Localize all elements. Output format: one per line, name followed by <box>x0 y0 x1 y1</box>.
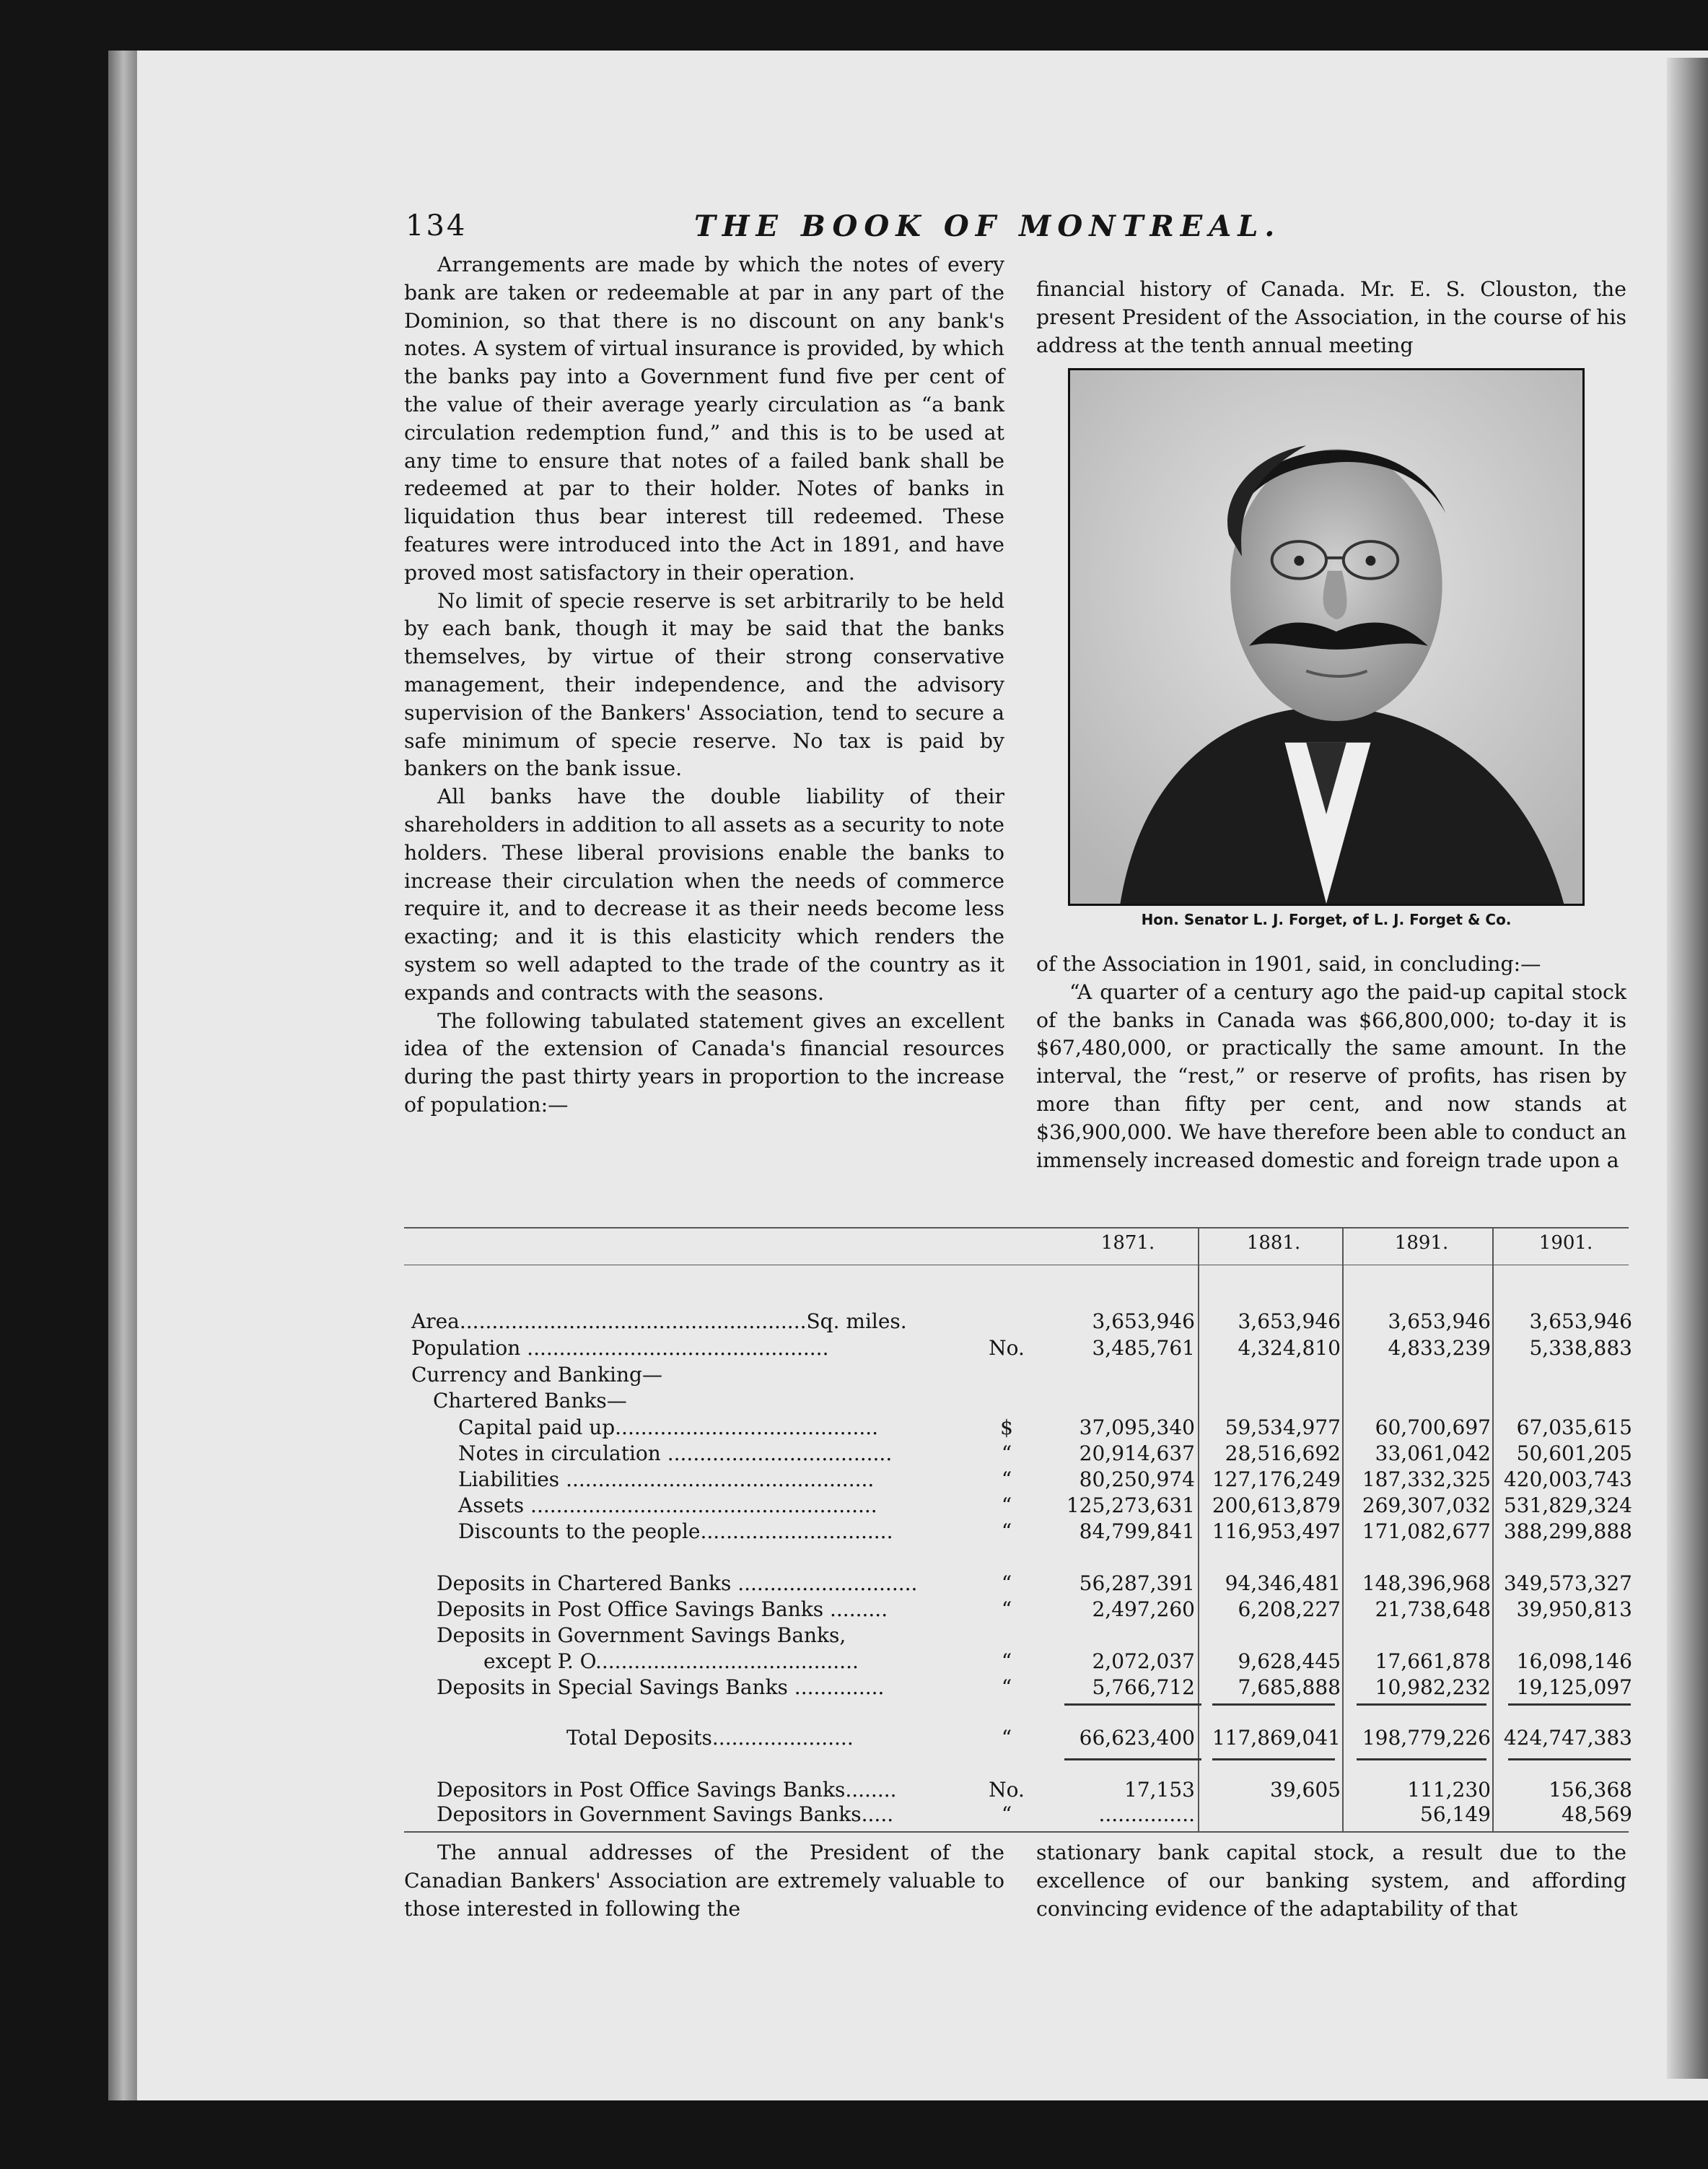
paragraph: No limit of specie reserve is set arbitrarily to be held by each bank, though it may be said that the banks themselves, by virtue of their strong conservative management, their independence, and the advisory supervision of the Bankers' Association, tend to secure a safe minimum of specie reserve. No tax is paid by bankers on the bank issue. <box>404 588 1004 781</box>
row-label: Total Deposits...................... <box>566 1726 854 1750</box>
row-label: Currency and Banking— <box>411 1363 662 1387</box>
cell: 349,573,327 <box>1503 1571 1632 1595</box>
cell: 3,653,946 <box>1092 1309 1195 1333</box>
unit: “ <box>1001 1597 1012 1621</box>
cell: 56,287,391 <box>1079 1571 1195 1595</box>
row-label: except P. O......................................... <box>483 1649 859 1673</box>
cell: 9,628,445 <box>1238 1649 1341 1673</box>
table-row <box>411 1623 1631 1648</box>
row-label: Area......................................................Sq. miles. <box>411 1309 907 1333</box>
cell: 420,003,743 <box>1503 1467 1632 1491</box>
paragraph: The following tabulated statement gives an excellent idea of the extension of Canada's financial resources during the past thirty years in proportion to the increase of population:— <box>404 1008 1004 1117</box>
table-row <box>411 1675 1631 1700</box>
cell: 198,779,226 <box>1362 1726 1491 1750</box>
cell: 200,613,879 <box>1212 1493 1341 1517</box>
year-header: 1881. <box>1246 1232 1301 1254</box>
cell: 6,208,227 <box>1238 1597 1341 1621</box>
row-label: Depositors in Post Office Savings Banks........ <box>437 1778 897 1802</box>
cell: 50,601,205 <box>1516 1441 1632 1465</box>
cell: 48,569 <box>1562 1802 1632 1826</box>
table-bottom-rule <box>404 1831 1629 1833</box>
page-edge <box>1667 58 1708 2079</box>
row-label: Depositors in Government Savings Banks..... <box>437 1802 894 1826</box>
page-header <box>406 209 1632 245</box>
sum-rule <box>1508 1703 1631 1706</box>
cell: 388,299,888 <box>1503 1519 1632 1543</box>
cell: 66,623,400 <box>1079 1726 1195 1750</box>
table-row <box>411 1597 1631 1622</box>
cell: 4,833,239 <box>1388 1336 1491 1360</box>
unit: No. <box>989 1336 1025 1360</box>
cell: 80,250,974 <box>1079 1467 1195 1491</box>
cell: 2,072,037 <box>1092 1649 1195 1673</box>
cell: 28,516,692 <box>1225 1441 1341 1465</box>
unit: “ <box>1001 1571 1012 1595</box>
portrait-illustration <box>1070 370 1582 904</box>
cell: 17,661,878 <box>1375 1649 1491 1673</box>
unit: “ <box>1001 1441 1012 1465</box>
row-label: Deposits in Government Savings Banks, <box>437 1623 846 1647</box>
cell: 16,098,146 <box>1516 1649 1632 1673</box>
unit: “ <box>1001 1726 1012 1750</box>
cell: 127,176,249 <box>1212 1467 1341 1491</box>
year-header: 1891. <box>1394 1232 1449 1254</box>
sum-rule <box>1357 1758 1486 1760</box>
portrait-caption: Hon. Senator L. J. Forget, of L. J. Forget & Co. <box>1141 911 1512 928</box>
sum-rule <box>1064 1703 1201 1706</box>
cell: 3,653,946 <box>1238 1309 1341 1333</box>
bottom-left-column <box>404 1839 1004 1923</box>
cell: 187,332,325 <box>1362 1467 1491 1491</box>
row-label: Population ............................................... <box>411 1336 829 1360</box>
cell: 39,605 <box>1270 1778 1341 1802</box>
year-header: 1901. <box>1538 1232 1593 1254</box>
cell: 39,950,813 <box>1516 1597 1632 1621</box>
sum-rule <box>1357 1703 1486 1706</box>
cell: 7,685,888 <box>1238 1675 1341 1699</box>
page-number: 134 <box>406 209 468 243</box>
sum-rule <box>1064 1758 1201 1760</box>
cell: 2,497,260 <box>1092 1597 1195 1621</box>
cell: 60,700,697 <box>1375 1415 1491 1439</box>
paragraph: Arrangements are made by which the notes of every bank are taken or redeemable at par in any part of the Dominion, so that there is no discount on any bank's notes. A system of virtual insurance is provided, by which the banks pay into a Government fund five per cent of the value of their average yearly circulation as “a bank circulation redemption fund,” and this is to be used at any time to ensure that notes of a failed bank shall be redeemed at par to their holder. Notes of banks in liquidation thus bear interest till redeemed. These features were introduced into the Act in 1891, and have proved most satisfactory in their operation. <box>404 253 1004 585</box>
row-label: Assets ...................................................... <box>458 1493 877 1517</box>
cell: 17,153 <box>1124 1778 1195 1802</box>
cell: 37,095,340 <box>1079 1415 1195 1439</box>
cell: 84,799,841 <box>1079 1519 1195 1543</box>
year-header: 1871. <box>1100 1232 1155 1254</box>
cell: 111,230 <box>1407 1778 1491 1802</box>
row-label: Deposits in Special Savings Banks .............. <box>437 1675 885 1699</box>
row-label: Notes in circulation ................................... <box>458 1441 893 1465</box>
sum-rule <box>1212 1758 1335 1760</box>
table-row <box>411 1389 1631 1413</box>
paragraph: of the Association in 1901, said, in concluding:— <box>1036 952 1541 976</box>
paragraph: financial history of Canada. Mr. E. S. Clouston, the present President of the Association, in the course of his address at the tenth annual meeting <box>1036 277 1626 357</box>
row-label: Capital paid up......................................... <box>458 1415 879 1439</box>
unit: “ <box>1001 1519 1012 1543</box>
row-label: Chartered Banks— <box>433 1389 627 1413</box>
table-row <box>411 1649 1631 1674</box>
cell: 3,485,761 <box>1092 1336 1195 1360</box>
table-top-rule <box>404 1227 1629 1228</box>
row-label: Liabilities ................................................ <box>458 1467 875 1491</box>
cell: 67,035,615 <box>1516 1415 1632 1439</box>
row-label: Deposits in Chartered Banks ............................ <box>437 1571 918 1595</box>
table-row <box>411 1778 1631 1802</box>
cell: 21,738,648 <box>1375 1597 1491 1621</box>
unit: “ <box>1001 1467 1012 1491</box>
cell: 269,307,032 <box>1362 1493 1491 1517</box>
bottom-right-column <box>1036 1839 1626 1923</box>
cell: 33,061,042 <box>1375 1441 1491 1465</box>
left-column <box>404 251 1004 1120</box>
running-title: THE BOOK OF MONTREAL. <box>694 209 1282 243</box>
cell: 59,534,977 <box>1225 1415 1341 1439</box>
table-row <box>411 1441 1631 1466</box>
sum-rule <box>1212 1703 1335 1706</box>
paragraph: The annual addresses of the President of the Canadian Bankers' Association are extremely valuable to those interested in following the <box>404 1841 1004 1921</box>
cell: 3,653,946 <box>1529 1309 1632 1333</box>
cell: 117,869,041 <box>1212 1726 1341 1750</box>
unit: $ <box>1000 1415 1013 1439</box>
table-row <box>411 1415 1631 1440</box>
cell: 56,149 <box>1420 1802 1491 1826</box>
unit: “ <box>1001 1675 1012 1699</box>
right-column-top <box>1036 276 1626 359</box>
cell: 148,396,968 <box>1362 1571 1491 1595</box>
cell: 116,953,497 <box>1212 1519 1341 1543</box>
paragraph: stationary bank capital stock, a result due to the excellence of our banking system, and affording convincing evidence of the adaptability of that <box>1036 1841 1626 1921</box>
table-row <box>411 1336 1631 1361</box>
table-row <box>411 1467 1631 1492</box>
row-label: Deposits in Post Office Savings Banks ......... <box>437 1597 888 1621</box>
right-column-mid <box>1036 951 1626 1174</box>
sum-rule <box>1508 1758 1631 1760</box>
cell: 531,829,324 <box>1503 1493 1632 1517</box>
cell: 94,346,481 <box>1225 1571 1341 1595</box>
cell: 171,082,677 <box>1362 1519 1491 1543</box>
cell: 5,766,712 <box>1092 1675 1195 1699</box>
cell: 424,747,383 <box>1503 1726 1632 1750</box>
cell: ............... <box>1098 1802 1195 1826</box>
paragraph: “A quarter of a century ago the paid-up capital stock of the banks in Canada was $66,800,000; to-day it is $67,480,000, or practically the same amount. In the interval, the “rest,” or reserve of profits, has risen by more than fifty per cent, and now stands at $36,900,000. We have therefore been able to conduct an immensely increased domestic and foreign trade upon a <box>1036 979 1626 1172</box>
unit: “ <box>1001 1493 1012 1517</box>
cell: 4,324,810 <box>1238 1336 1341 1360</box>
cell: 5,338,883 <box>1529 1336 1632 1360</box>
cell: 125,273,631 <box>1066 1493 1195 1517</box>
table-row <box>411 1309 1631 1334</box>
unit: “ <box>1001 1649 1012 1673</box>
unit: No. <box>989 1778 1025 1802</box>
cell: 3,653,946 <box>1388 1309 1491 1333</box>
cell: 19,125,097 <box>1516 1675 1632 1699</box>
table-row <box>411 1493 1631 1518</box>
cell: 10,982,232 <box>1375 1675 1491 1699</box>
table-row <box>411 1363 1631 1387</box>
table-row <box>411 1802 1631 1827</box>
portrait-photo <box>1068 368 1585 906</box>
paragraph: All banks have the double liability of their shareholders in addition to all assets as a security to note holders. These liberal provisions enable the banks to increase their circulation when the needs of commerce require it, and to decrease it as their needs become less exacting; and it is this elasticity which renders the system so well adapted to the trade of the country as it expands and contracts with the seasons. <box>404 785 1004 1005</box>
row-label: Discounts to the people.............................. <box>458 1519 893 1543</box>
cell: 20,914,637 <box>1079 1441 1195 1465</box>
table-row <box>411 1726 1631 1750</box>
table-row <box>411 1519 1631 1544</box>
unit: “ <box>1001 1802 1012 1826</box>
table-row <box>411 1571 1631 1596</box>
cell: 156,368 <box>1549 1778 1632 1802</box>
